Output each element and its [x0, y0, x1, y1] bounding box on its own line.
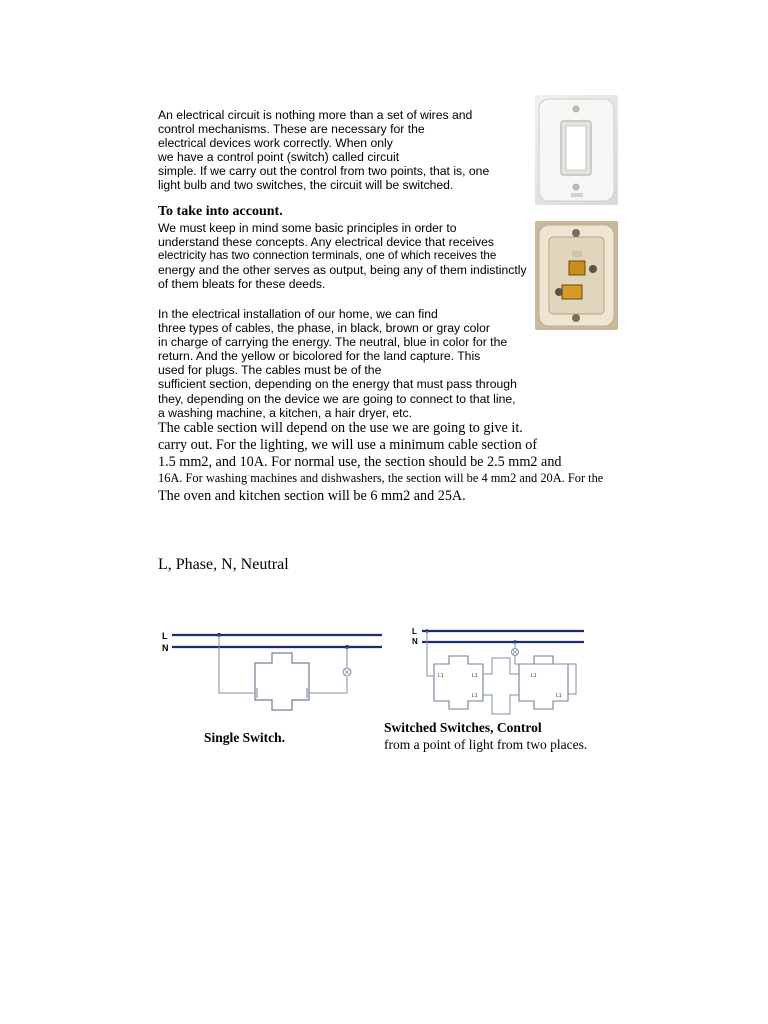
intro-line: simple. If we carry out the control from two points, that is, one [158, 164, 490, 179]
switched-switches-diagram [410, 624, 588, 718]
open-switch-photo [535, 221, 618, 330]
legend-line: L, Phase, N, Neutral [158, 556, 289, 573]
terminal-label: L1 [531, 673, 537, 679]
switch-box-1 [434, 656, 483, 709]
caption-switched-title: Switched Switches, Control [384, 720, 542, 735]
intro-line: An electrical circuit is nothing more than a set of wires and [158, 108, 473, 122]
diagram-label-l2: L [412, 627, 417, 636]
section-line: carry out. For the lighting, we will use a minimum cable section of [158, 437, 538, 453]
section-line: 1.5 mm2, and 10A. For normal use, the section should be 2.5 mm2 and [158, 454, 562, 470]
diagram-label-l: L [162, 631, 168, 641]
diagram-label-n2: N [412, 637, 418, 646]
cables-line: a washing machine, a kitchen, a hair dryer, etc. [158, 405, 413, 420]
caption-single-switch: Single Switch. [204, 730, 286, 745]
intro-line: light bulb and two switches, the circuit will be switched. [158, 178, 454, 193]
single-switch-diagram [160, 626, 385, 716]
principles-line: of them bleats for these deeds. [158, 277, 326, 292]
cables-line: In the electrical installation of our home, we can find [158, 307, 438, 321]
terminal-label: L1 [472, 673, 478, 679]
cables-line: they, depending on the device we are going to connect to that line, [158, 391, 516, 406]
intro-line: we have a control point (switch) called circuit [158, 150, 400, 165]
terminal-label: L1 [472, 693, 478, 699]
intro-line: control mechanisms. These are necessary for the [158, 122, 425, 137]
caption-switched-body: from a point of light from two places. [384, 737, 588, 752]
cables-line: used for plugs. The cables must be of the [158, 363, 382, 378]
section-line: 16A. For washing machines and dishwashers, the section will be 4 mm2 and 20A. For the [158, 471, 604, 485]
principles-line: electricity has two connection terminals, one of which receives the [158, 249, 497, 263]
section-line: The cable section will depend on the use we are going to give it. [158, 420, 523, 436]
cables-line: return. And the yellow or bicolored for the land capture. This [158, 349, 481, 364]
principles-line: energy and the other serves as output, being any of them indistinctly [158, 263, 527, 278]
principles-line: We must keep in mind some basic principles in order to [158, 221, 457, 235]
wall-switch-image [535, 95, 618, 205]
wall-switch-photo [535, 95, 618, 205]
cables-line: three types of cables, the phase, in black, brown or gray color [158, 321, 490, 336]
diagram-label-n: N [162, 643, 169, 653]
principles-paragraph [158, 221, 527, 291]
section-line: The oven and kitchen section will be 6 mm2 and 25A. [158, 488, 466, 504]
cables-line: sufficient section, depending on the energy that must pass through [158, 377, 517, 392]
section-heading: To take into account. [158, 204, 283, 219]
open-switch-image [535, 221, 618, 330]
principles-line: understand these concepts. Any electrical device that receives [158, 235, 495, 250]
cables-line: in charge of carrying the energy. The neutral, blue in color for the [158, 335, 508, 350]
switch-box [255, 653, 309, 710]
terminal-label: L1 [556, 693, 562, 699]
cables-paragraph [158, 307, 517, 420]
intro-line: electrical devices work correctly. When only [158, 136, 393, 151]
intro-paragraph [158, 108, 489, 193]
terminal-label: L1 [438, 673, 444, 679]
